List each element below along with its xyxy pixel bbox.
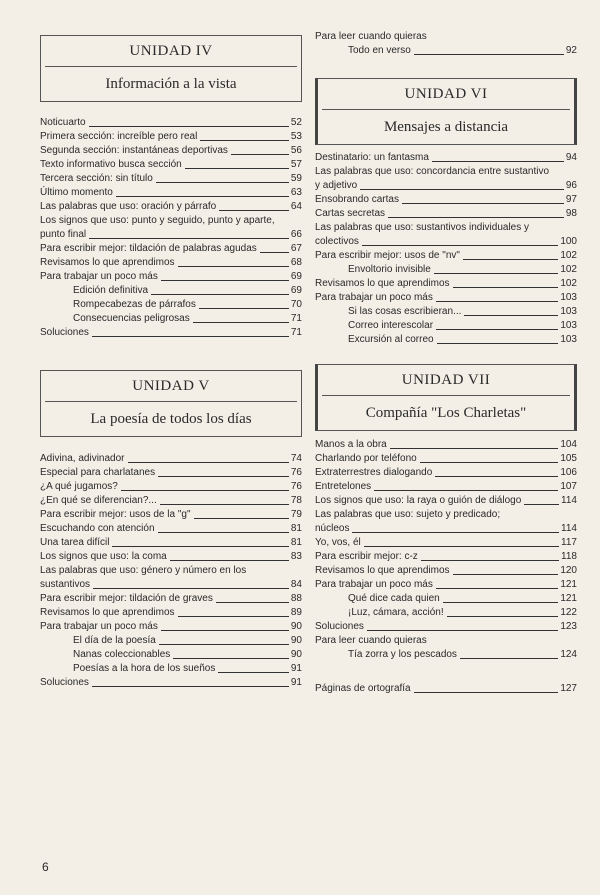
toc-entry-title: Tercera sección: sin título <box>40 173 153 184</box>
toc-leader-line <box>435 476 558 477</box>
toc-entry-page: 90 <box>290 635 302 646</box>
toc-entry-page: 105 <box>560 453 577 464</box>
toc-entry-page: 97 <box>565 194 577 205</box>
toc-entry-page: 90 <box>290 621 302 632</box>
toc-entry <box>40 172 302 186</box>
toc-entry-title: Poesías a la hora de los sueños <box>73 663 216 674</box>
toc-leader-line <box>89 238 289 239</box>
toc-entry-page: 122 <box>560 607 577 618</box>
unit-4-toc <box>40 116 302 340</box>
toc-leader-line <box>360 189 564 190</box>
toc-entry-title: Rompecabezas de párrafos <box>73 299 196 310</box>
toc-entry-page: 71 <box>290 327 302 338</box>
toc-entry-page: 57 <box>290 159 302 170</box>
toc-entry-page: 67 <box>290 243 302 254</box>
toc-entry-page: 102 <box>560 264 577 275</box>
toc-entry <box>40 228 302 242</box>
toc-leader-line <box>151 294 289 295</box>
unit-6-toc <box>315 151 577 347</box>
toc-entry-title: Revisamos lo que aprendimos <box>40 257 175 268</box>
toc-entry-page: 76 <box>290 467 302 478</box>
toc-leader-line <box>231 154 289 155</box>
toc-leader-line <box>89 126 289 127</box>
toc-entry <box>40 648 302 662</box>
toc-leader-line <box>112 546 288 547</box>
toc-leader-line <box>414 692 559 693</box>
toc-entry-page: 118 <box>561 551 577 562</box>
toc-entry-page: 100 <box>560 236 577 247</box>
toc-entry-title: Escuchando con atención <box>40 523 155 534</box>
toc-entry <box>315 305 577 319</box>
toc-entry <box>40 298 302 312</box>
toc-entry <box>315 44 577 58</box>
toc-entry-title: Último momento <box>40 187 113 198</box>
unit-7-header <box>315 364 577 431</box>
toc-entry-title: Para leer cuando quieras <box>315 31 427 42</box>
toc-entry <box>40 270 302 284</box>
toc-entry-title: ¿A qué jugamos? <box>40 481 118 492</box>
toc-leader-line <box>436 329 558 330</box>
toc-leader-line <box>93 588 289 589</box>
toc-entry-page: 104 <box>560 439 577 450</box>
toc-entry-page: 78 <box>290 495 302 506</box>
toc-entry-page: 70 <box>290 299 302 310</box>
toc-entry <box>40 284 302 298</box>
toc-leader-line <box>437 343 559 344</box>
toc-entry <box>315 151 577 165</box>
toc-entry-title: Para escribir mejor: usos de la "g" <box>40 509 191 520</box>
toc-entry <box>40 606 302 620</box>
toc-entry <box>40 326 302 340</box>
toc-entry <box>315 291 577 305</box>
toc-entry-title: Extraterrestres dialogando <box>315 467 433 478</box>
toc-entry <box>315 165 577 179</box>
toc-entry <box>315 578 577 592</box>
toc-entry-title: Las palabras que uso: sustantivos individuales y <box>315 222 530 233</box>
toc-entry-title: Destinatario: un fantasma <box>315 152 429 163</box>
toc-entry-page: 69 <box>290 271 302 282</box>
toc-entry-title: Una tarea difícil <box>40 537 110 548</box>
toc-entry-page: 91 <box>290 677 302 688</box>
toc-entry-title: Nanas coleccionables <box>73 649 171 660</box>
toc-leader-line <box>460 658 558 659</box>
toc-entry-title: Noticuarto <box>40 117 86 128</box>
toc-entry-title: Edición definitiva <box>73 285 149 296</box>
toc-entry <box>315 682 577 696</box>
toc-entry <box>315 564 577 578</box>
toc-entry-title: Revisamos lo que aprendimos <box>315 565 450 576</box>
toc-entry-page: 103 <box>560 320 577 331</box>
toc-entry <box>40 242 302 256</box>
toc-leader-line <box>362 245 558 246</box>
toc-entry-page: 76 <box>290 481 302 492</box>
toc-entry <box>315 466 577 480</box>
toc-leader-line <box>443 602 559 603</box>
toc-entry <box>315 648 577 662</box>
toc-leader-line <box>453 287 559 288</box>
toc-entry <box>315 620 577 634</box>
toc-leader-line <box>388 217 564 218</box>
toc-entry-title: Segunda sección: instantáneas deportivas <box>40 145 228 156</box>
toc-entry <box>40 536 302 550</box>
toc-leader-line <box>390 448 559 449</box>
toc-entry-title: Adivina, adivinador <box>40 453 125 464</box>
unit-4-header <box>40 35 302 102</box>
toc-leader-line <box>160 504 289 505</box>
toc-entry <box>40 550 302 564</box>
toc-entry-page: 103 <box>560 292 577 303</box>
toc-entry-page: 79 <box>290 509 302 520</box>
toc-entry <box>315 319 577 333</box>
toc-entry <box>40 592 302 606</box>
toc-entry <box>315 494 577 508</box>
unit-7-subtitle: Compañía "Los Charletas" <box>365 405 527 421</box>
toc-entry-title: Soluciones <box>315 621 364 632</box>
toc-entry-title: Soluciones <box>40 327 89 338</box>
toc-entry <box>315 508 577 522</box>
toc-entry-title: ¡Luz, cámara, acción! <box>348 607 444 618</box>
toc-entry-page: 52 <box>290 117 302 128</box>
toc-entry <box>315 249 577 263</box>
toc-entry <box>315 606 577 620</box>
toc-leader-line <box>193 322 289 323</box>
toc-leader-line <box>185 168 289 169</box>
toc-entry-title: Revisamos lo que aprendimos <box>315 278 450 289</box>
toc-entry-title: Los signos que uso: la raya o guión de diálogo <box>315 495 522 506</box>
toc-entry-page: 63 <box>290 187 302 198</box>
toc-entry-title: Las palabras que uso: sujeto y predicado; <box>315 509 501 520</box>
toc-entry <box>40 676 302 690</box>
toc-leader-line <box>402 203 564 204</box>
toc-entry-page: 71 <box>290 313 302 324</box>
toc-entry-title: Entretelones <box>315 481 372 492</box>
toc-entry <box>40 214 302 228</box>
toc-entry-title: Las palabras que uso: concordancia entre sustantivo <box>315 166 550 177</box>
toc-leader-line <box>436 588 558 589</box>
toc-leader-line <box>434 273 558 274</box>
toc-entry-page: 89 <box>290 607 302 618</box>
toc-entry-title: Los signos que uso: punto y seguido, punto y aparte, <box>40 215 275 226</box>
toc-entry <box>315 235 577 249</box>
toc-leader-line <box>161 630 289 631</box>
toc-entry-page: 107 <box>560 481 577 492</box>
toc-entry-title: Cartas secretas <box>315 208 386 219</box>
toc-entry-title: Todo en verso <box>348 45 411 56</box>
toc-entry-page: 114 <box>561 523 577 534</box>
toc-entry-page: 56 <box>290 145 302 156</box>
toc-leader-line <box>464 315 558 316</box>
toc-entry <box>315 221 577 235</box>
toc-entry-title: Páginas de ortografía <box>315 683 411 694</box>
toc-entry-title: Ensobrando cartas <box>315 194 399 205</box>
toc-leader-line <box>170 560 289 561</box>
toc-entry-title: Las palabras que uso: oración y párrafo <box>40 201 217 212</box>
toc-leader-line <box>218 672 289 673</box>
toc-entry <box>40 452 302 466</box>
toc-entry-title: Envoltorio invisible <box>348 264 431 275</box>
unit-6-header <box>315 78 577 145</box>
toc-leader-line <box>421 560 559 561</box>
toc-entry <box>40 256 302 270</box>
toc-leader-line <box>219 210 289 211</box>
unit-6-subtitle: Mensajes a distancia <box>383 119 509 135</box>
toc-entry-title: Texto informativo busca sección <box>40 159 182 170</box>
toc-leader-line <box>178 266 289 267</box>
toc-entry-page: 83 <box>290 551 302 562</box>
unit-7-toc <box>315 438 577 662</box>
toc-entry-title: Consecuencias peligrosas <box>73 313 190 324</box>
toc-entry <box>315 592 577 606</box>
toc-entry <box>40 480 302 494</box>
toc-entry-title: punto final <box>40 229 87 240</box>
toc-entry-page: 102 <box>560 278 577 289</box>
toc-leader-line <box>159 644 289 645</box>
toc-leader-line <box>436 301 558 302</box>
toc-leader-line <box>367 630 558 631</box>
toc-entry-title: Para escribir mejor: c-z <box>315 551 418 562</box>
toc-leader-line <box>216 602 289 603</box>
toc-leader-line <box>374 490 558 491</box>
toc-leader-line <box>260 252 289 253</box>
toc-entry-page: 121 <box>560 579 577 590</box>
toc-entry <box>40 186 302 200</box>
toc-entry <box>315 480 577 494</box>
toc-leader-line <box>447 616 559 617</box>
toc-entry-page: 66 <box>290 229 302 240</box>
toc-leader-line <box>453 574 559 575</box>
toc-entry-page: 117 <box>561 537 577 548</box>
toc-leader-line <box>463 259 558 260</box>
toc-entry <box>315 333 577 347</box>
toc-entry <box>40 466 302 480</box>
toc-entry-title: Para trabajar un poco más <box>40 271 158 282</box>
toc-entry <box>315 277 577 291</box>
toc-leader-line <box>352 532 559 533</box>
toc-entry-title: Tía zorra y los pescados <box>348 649 457 660</box>
toc-entry <box>40 522 302 536</box>
toc-entry-page: 123 <box>560 621 577 632</box>
toc-entry <box>315 634 577 648</box>
toc-leader-line <box>432 161 564 162</box>
toc-entry-page: 92 <box>565 45 577 56</box>
toc-entry-page: 84 <box>290 579 302 590</box>
toc-entry-title: Yo, vos, él <box>315 537 361 548</box>
toc-entry-title: El día de la poesía <box>73 635 156 646</box>
toc-entry <box>315 438 577 452</box>
toc-entry-page: 103 <box>560 306 577 317</box>
toc-entry <box>315 179 577 193</box>
toc-entry-title: Excursión al correo <box>348 334 434 345</box>
unit-4-title: UNIDAD IV <box>45 36 297 67</box>
unit-5-subtitle: La poesía de todos los días <box>90 411 252 427</box>
toc-entry-title: colectivos <box>315 236 359 247</box>
toc-entry <box>315 536 577 550</box>
toc-entry-page: 124 <box>560 649 577 660</box>
toc-leader-line <box>156 182 289 183</box>
toc-entry <box>40 158 302 172</box>
unit-7-title: UNIDAD VII <box>322 365 570 396</box>
unit-5-title: UNIDAD V <box>45 371 297 402</box>
unit-6-title: UNIDAD VI <box>322 79 570 110</box>
toc-entry <box>40 130 302 144</box>
toc-entry-page: 94 <box>565 152 577 163</box>
toc-leader-line <box>161 280 289 281</box>
toc-leader-line <box>128 462 289 463</box>
toc-leader-line <box>524 504 559 505</box>
ortografia-toc <box>315 682 577 696</box>
unit-5-toc <box>40 452 302 690</box>
toc-entry-title: Los signos que uso: la coma <box>40 551 167 562</box>
toc-leader-line <box>420 462 559 463</box>
toc-entry-title: Charlando por teléfono <box>315 453 417 464</box>
toc-entry <box>315 550 577 564</box>
toc-entry-page: 81 <box>290 523 302 534</box>
toc-entry <box>315 522 577 536</box>
toc-entry-page: 127 <box>560 683 577 694</box>
toc-entry-title: Manos a la obra <box>315 439 387 450</box>
toc-entry-page: 102 <box>560 250 577 261</box>
toc-entry <box>315 452 577 466</box>
toc-leader-line <box>194 518 289 519</box>
toc-entry-page: 90 <box>290 649 302 660</box>
toc-leader-line <box>200 140 289 141</box>
toc-entry-page: 69 <box>290 285 302 296</box>
toc-entry-title: Especial para charlatanes <box>40 467 156 478</box>
unit-4-subtitle: Información a la vista <box>105 76 237 92</box>
toc-leader-line <box>364 546 559 547</box>
toc-entry-page: 96 <box>565 180 577 191</box>
unit-5-header <box>40 370 302 437</box>
toc-entry-page: 121 <box>560 593 577 604</box>
toc-entry <box>40 564 302 578</box>
toc-entry <box>40 634 302 648</box>
toc-entry-page: 59 <box>290 173 302 184</box>
toc-entry-page: 114 <box>561 495 577 506</box>
toc-entry <box>315 193 577 207</box>
toc-entry <box>40 116 302 130</box>
toc-entry-title: sustantivos <box>40 579 91 590</box>
toc-entry-title: Revisamos lo que aprendimos <box>40 607 175 618</box>
toc-entry-page: 103 <box>560 334 577 345</box>
toc-entry <box>315 30 577 44</box>
toc-entry-title: Qué dice cada quien <box>348 593 440 604</box>
toc-entry-title: Para trabajar un poco más <box>315 579 433 590</box>
toc-entry-page: 74 <box>290 453 302 464</box>
toc-entry-title: Primera sección: increíble pero real <box>40 131 198 142</box>
toc-leader-line <box>173 658 289 659</box>
continued-toc <box>315 30 577 58</box>
toc-entry <box>40 662 302 676</box>
toc-leader-line <box>414 54 564 55</box>
toc-entry-title: Para trabajar un poco más <box>315 292 433 303</box>
toc-entry-page: 68 <box>290 257 302 268</box>
toc-entry <box>40 494 302 508</box>
toc-entry-page: 91 <box>290 663 302 674</box>
toc-leader-line <box>158 476 289 477</box>
toc-entry-title: Las palabras que uso: género y número en los <box>40 565 247 576</box>
toc-entry-page: 64 <box>290 201 302 212</box>
toc-leader-line <box>199 308 289 309</box>
toc-entry-title: Correo interescolar <box>348 320 434 331</box>
toc-entry-page: 88 <box>290 593 302 604</box>
toc-leader-line <box>121 490 289 491</box>
toc-entry <box>40 620 302 634</box>
toc-entry-title: Para escribir mejor: tildación de graves <box>40 593 213 604</box>
toc-entry <box>315 263 577 277</box>
toc-entry-title: Soluciones <box>40 677 89 688</box>
toc-leader-line <box>92 336 289 337</box>
toc-entry-title: núcleos <box>315 523 350 534</box>
toc-leader-line <box>92 686 289 687</box>
toc-entry-page: 53 <box>290 131 302 142</box>
toc-entry-page: 106 <box>560 467 577 478</box>
toc-entry-title: Para escribir mejor: tildación de palabras agudas <box>40 243 257 254</box>
toc-leader-line <box>158 532 289 533</box>
toc-entry <box>40 312 302 326</box>
toc-entry-page: 98 <box>565 208 577 219</box>
page-number: 6 <box>42 860 49 874</box>
toc-entry-title: Para trabajar un poco más <box>40 621 158 632</box>
toc-entry <box>40 508 302 522</box>
toc-entry-title: ¿En qué se diferencian?... <box>40 495 157 506</box>
toc-entry <box>40 200 302 214</box>
toc-entry <box>40 144 302 158</box>
toc-entry-title: Para leer cuando quieras <box>315 635 427 646</box>
toc-entry <box>40 578 302 592</box>
toc-entry-title: y adjetivo <box>315 180 358 191</box>
toc-leader-line <box>116 196 289 197</box>
toc-entry <box>315 207 577 221</box>
toc-entry-title: Si las cosas escribieran... <box>348 306 462 317</box>
toc-entry-page: 120 <box>560 565 577 576</box>
toc-entry-page: 81 <box>290 537 302 548</box>
toc-leader-line <box>178 616 289 617</box>
toc-entry-title: Para escribir mejor: usos de "nv" <box>315 250 460 261</box>
